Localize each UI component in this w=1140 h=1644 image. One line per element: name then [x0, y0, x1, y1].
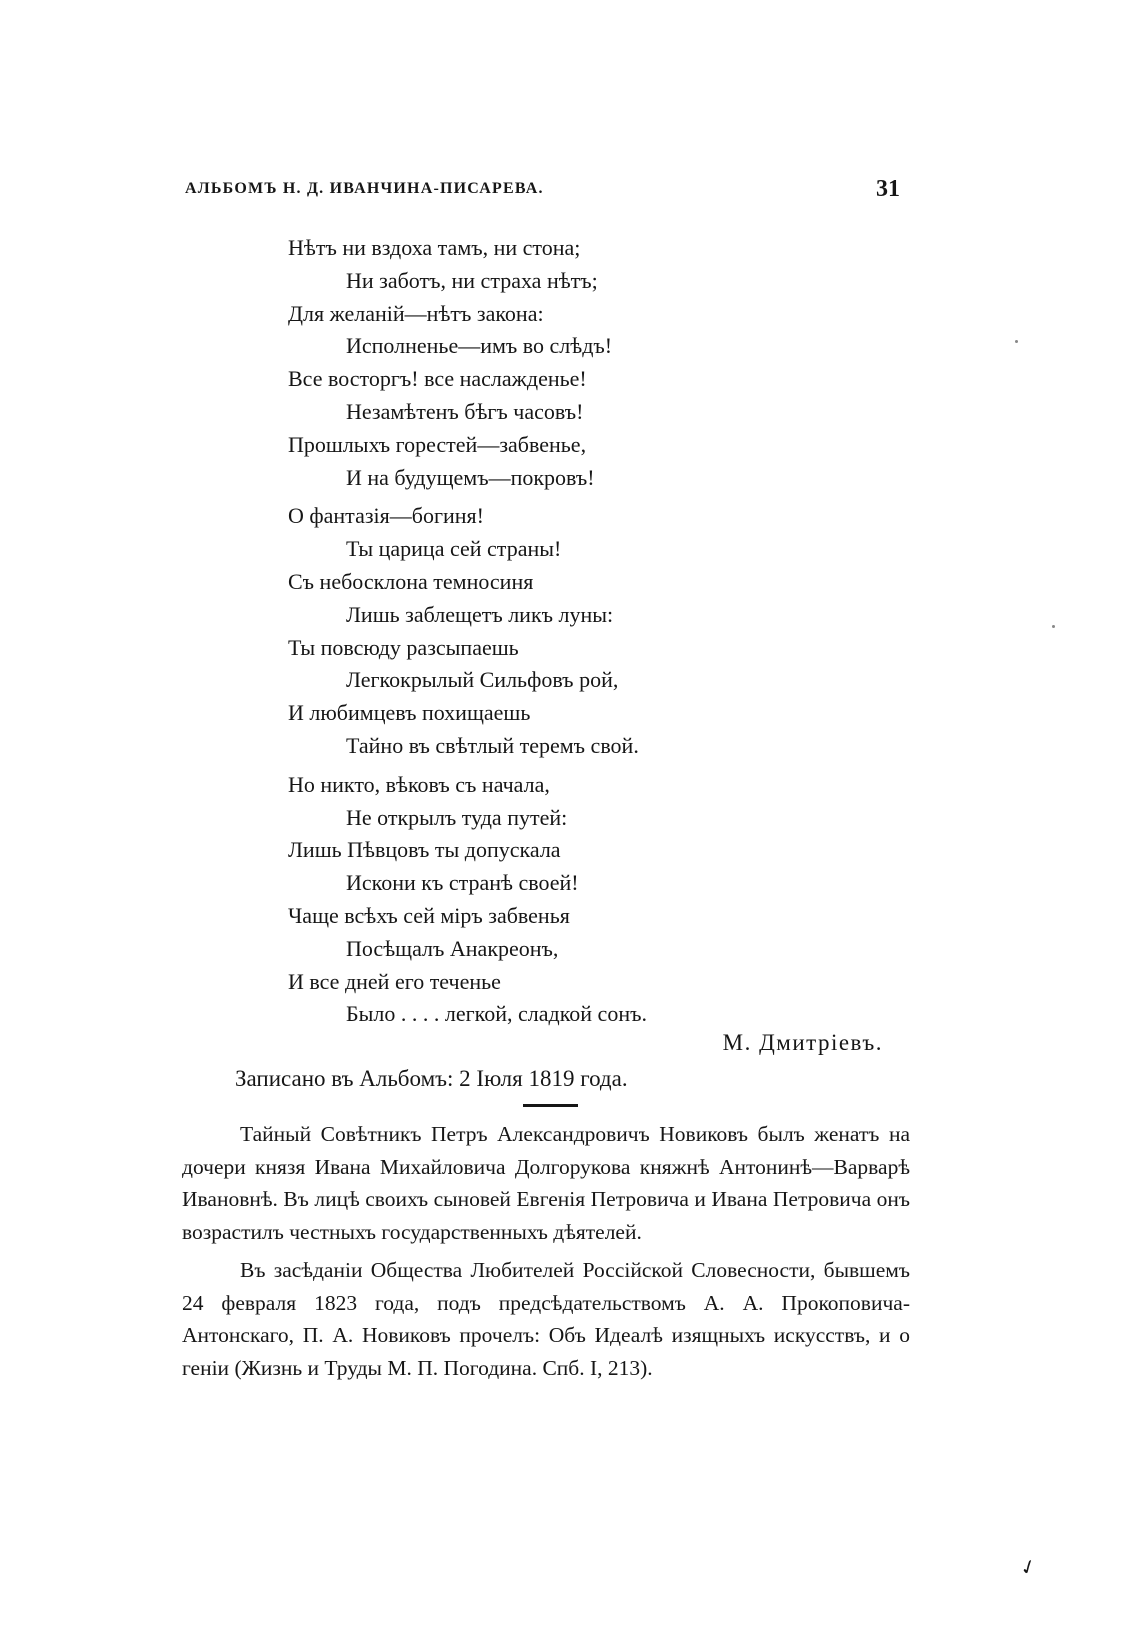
poem-line: Прошлыхъ горестей—забвенье, [288, 431, 587, 457]
poem-line: Нѣтъ ни вздоха тамъ, ни стона; [288, 235, 581, 260]
paragraph: Въ засѣданіи Общества Любителей Россійской Словесности, бывшемъ 24 февраля 1823 года, подъ предсѣдательствомъ А. А. Прокоповича-Антонскаго, П. А. Новиковъ прочелъ: Объ Идеалѣ изящныхъ искусствъ, и о геніи (Жизнь и Труды М. П. Погодина. Спб. I, 213). [182, 1258, 910, 1380]
poem-line: Ни заботъ, ни страха нѣтъ; [346, 267, 598, 293]
poem-line: Незамѣтенъ бѣгъ часовъ! [346, 398, 584, 424]
poem-line: Чаще всѣхъ сей міръ забвенья [288, 902, 570, 928]
scan-mark: ✓ [1016, 1554, 1041, 1582]
scan-speck [1015, 340, 1018, 343]
poem-line: Лишь заблещетъ ликъ луны: [346, 601, 614, 627]
poem-line: Съ небосклона темносиня [288, 568, 534, 594]
section-divider [523, 1104, 578, 1107]
poem-line: Легкокрылый Сильфовъ рой, [346, 667, 619, 693]
poem-dateline: Записано въ Альбомъ: 2 Іюля 1819 года. [235, 1066, 628, 1091]
running-title: АЛЬБОМЪ Н. Д. ИВАНЧИНА-ПИСАРЕВА. [185, 180, 544, 197]
poem [288, 232, 908, 1037]
poem-line: Тайно въ свѣтлый теремъ свой. [346, 732, 639, 758]
poem-line: Ты повсюду разсыпаешь [288, 634, 519, 660]
poem-line: Исполненье—имъ во слѣдъ! [346, 333, 613, 359]
poem-line: Искони къ странѣ своей! [346, 870, 579, 896]
scan-speck [1052, 625, 1055, 628]
poem-line: О фантазія—богиня! [288, 503, 484, 529]
poem-line: И на будущемъ—покровъ! [346, 464, 595, 490]
poem-signature: М. Дмитріевъ. [722, 1030, 883, 1055]
prose-section [182, 1118, 910, 1390]
poem-stanza [288, 500, 908, 762]
poem-line: И любимцевъ похищаешь [288, 700, 531, 726]
poem-line: Лишь Пѣвцовъ ты допускала [288, 837, 561, 863]
paragraph: Тайный Совѣтникъ Петръ Александровичъ Новиковъ былъ женатъ на дочери князя Ивана Михайловича Долгорукова княжнѣ Антонинѣ—Варварѣ Ивановнѣ. Въ лицѣ своихъ сыновей Евгенія Петровича и Ивана Петровича онъ возрастилъ честныхъ государственныхъ дѣятелей. [182, 1122, 910, 1244]
poem-line: Не открылъ туда путей: [346, 804, 568, 830]
poem-stanza [288, 232, 908, 494]
poem-line: Посѣщалъ Анакреонъ, [346, 935, 559, 961]
poem-line: Было . . . . легкой, сладкой сонъ. [346, 1001, 647, 1027]
page-header [0, 176, 1140, 210]
poem-line: Ты царица сей страны! [346, 536, 562, 562]
poem-line: Для желаній—нѣтъ закона: [288, 300, 544, 326]
page-number: 31 [876, 176, 900, 202]
poem-line: Но никто, вѣковъ съ начала, [288, 771, 550, 797]
poem-line: Все восторгъ! все наслажденье! [288, 366, 587, 392]
poem-line: И все дней его теченье [288, 968, 501, 994]
poem-stanza [288, 769, 908, 1031]
